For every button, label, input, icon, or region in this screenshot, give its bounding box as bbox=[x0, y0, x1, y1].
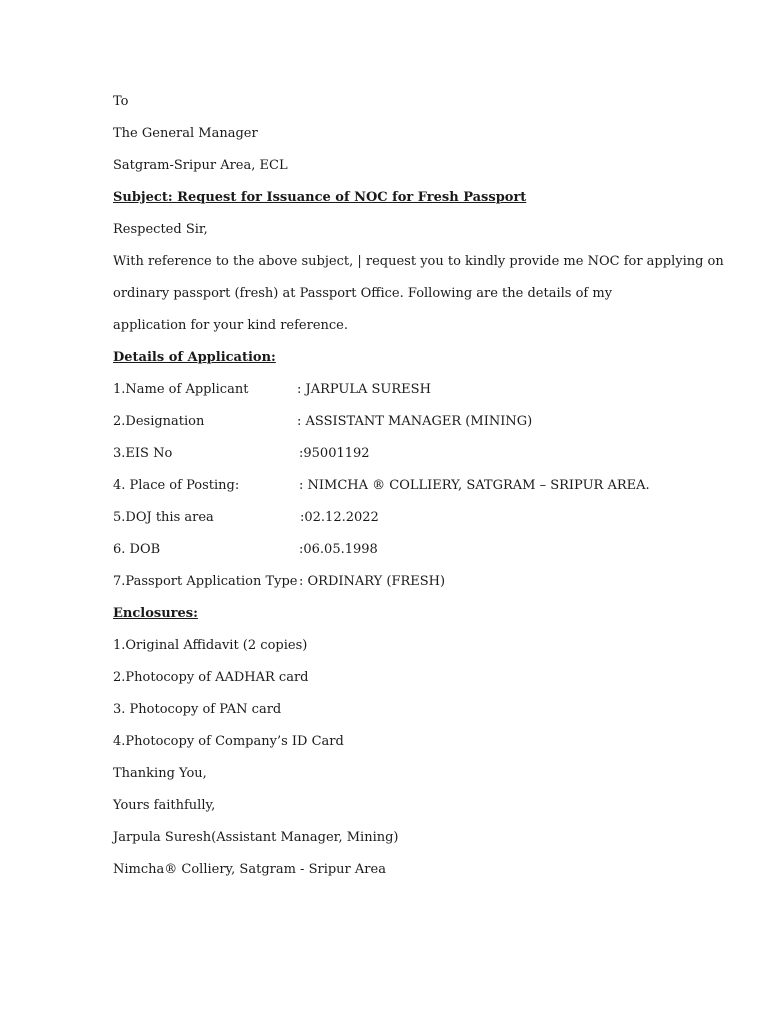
closing: Yours faithfully, bbox=[113, 798, 216, 813]
detail-row-designation bbox=[113, 414, 673, 430]
enclosure-item: 2.Photocopy of AADHAR card bbox=[113, 670, 309, 685]
enclosure-item: 3. Photocopy of PAN card bbox=[113, 702, 282, 717]
detail-label: 1.Name of Applicant bbox=[113, 382, 249, 397]
detail-value: : JARPULA SURESH bbox=[297, 382, 431, 397]
enclosure-item: 4.Photocopy of Company’s ID Card bbox=[113, 734, 344, 749]
detail-label: 5.DOJ this area bbox=[113, 510, 214, 525]
detail-row-posting bbox=[113, 478, 673, 494]
detail-label: 6. DOB bbox=[113, 542, 161, 557]
enclosures-heading: Enclosures: bbox=[113, 606, 198, 621]
salutation: Respected Sir, bbox=[113, 222, 208, 237]
detail-label: 2.Designation bbox=[113, 414, 205, 429]
subject-line: Subject: Request for Issuance of NOC for Fresh Passport bbox=[113, 190, 527, 205]
signatory-name: Jarpula Suresh(Assistant Manager, Mining) bbox=[113, 830, 399, 845]
body-line: application for your kind reference. bbox=[113, 318, 348, 333]
signatory-office: Nimcha® Colliery, Satgram - Sripur Area bbox=[113, 862, 386, 877]
detail-row-dob bbox=[113, 542, 673, 558]
detail-row-eis bbox=[113, 446, 673, 462]
closing-thanks: Thanking You, bbox=[113, 766, 207, 781]
detail-value: : ORDINARY (FRESH) bbox=[299, 574, 446, 589]
body-line: ordinary passport (fresh) at Passport Office. Following are the details of my bbox=[113, 286, 613, 301]
body-line: With reference to the above subject, | request you to kindly provide me NOC for applying on bbox=[113, 254, 724, 269]
detail-value: :06.05.1998 bbox=[299, 542, 378, 557]
detail-row-doj bbox=[113, 510, 673, 526]
detail-row-passport-type bbox=[113, 574, 673, 590]
recipient-office: Satgram-Sripur Area, ECL bbox=[113, 158, 288, 173]
enclosure-item: 1.Original Affidavit (2 copies) bbox=[113, 638, 308, 653]
detail-value: : NIMCHA ® COLLIERY, SATGRAM – SRIPUR AREA. bbox=[299, 478, 650, 493]
detail-value: :02.12.2022 bbox=[300, 510, 379, 525]
detail-label: 4. Place of Posting: bbox=[113, 478, 240, 493]
detail-value: : ASSISTANT MANAGER (MINING) bbox=[297, 414, 533, 429]
to-line: To bbox=[113, 94, 129, 109]
detail-label: 3.EIS No bbox=[113, 446, 173, 461]
details-heading: Details of Application: bbox=[113, 350, 276, 365]
recipient-title: The General Manager bbox=[113, 126, 258, 141]
detail-row-name bbox=[113, 382, 673, 398]
detail-value: :95001192 bbox=[299, 446, 370, 461]
detail-label: 7.Passport Application Type bbox=[113, 574, 298, 589]
